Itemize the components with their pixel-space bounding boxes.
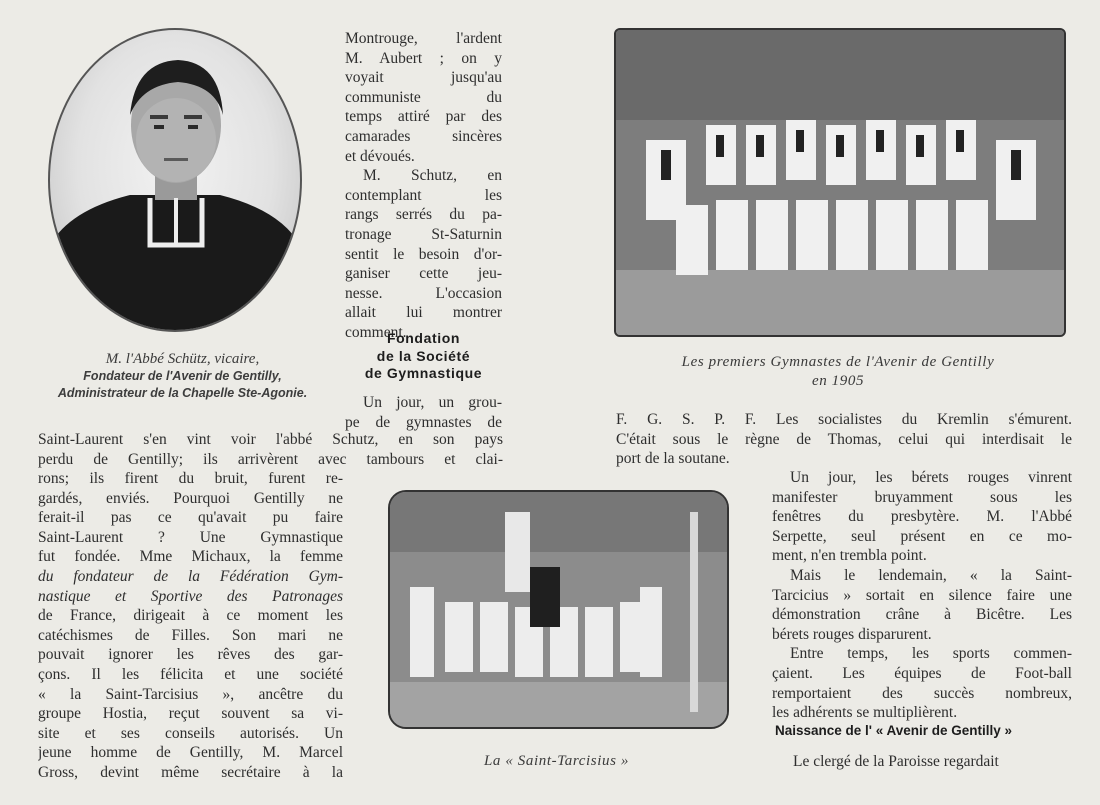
section-heading-naissance: Naissance de l' « Avenir de Gentilly »: [775, 723, 1013, 738]
text-line: « la Saint-Tarcisius », ancêtre du: [38, 685, 343, 703]
caption-line: M. l'Abbé Schütz, vicaire,: [105, 351, 260, 367]
caption-line: Fondateur de l'Avenir de Gentilly,: [83, 369, 282, 383]
text-line: tronage St-Saturnin: [345, 225, 502, 243]
text-line: remportaient des succès nombreux,: [772, 684, 1072, 702]
text-line: fut fondée. Mme Michaux, la femme: [38, 548, 343, 566]
text-line: pouvait ignorer les rêves des gar-: [38, 646, 343, 664]
text-line: catéchismes de Filles. Son mari ne: [38, 626, 343, 644]
text-line: M. Aubert ; on y: [345, 49, 502, 67]
column-middle-after-heading: [345, 393, 502, 432]
text-line: contemplant les: [345, 186, 502, 204]
text-line: communiste du: [345, 88, 502, 106]
text-line: Entre temps, les sports commen-: [790, 645, 1072, 663]
column-top-middle: [345, 29, 502, 343]
text-line: allait lui montrer: [345, 304, 502, 322]
text-line: çaient. Les équipes de Foot-ball: [772, 664, 1072, 682]
text-line: Un jour, les bérets rouges vinrent: [790, 469, 1072, 486]
text-line: M. Schutz, en: [363, 167, 502, 185]
text-line: ganiser cette jeu-: [345, 265, 502, 283]
text-line: ment, n'en trembla point.: [772, 547, 927, 565]
text-line: pe de gymnastes de: [345, 413, 502, 431]
text-line: Saint-Laurent s'en vint voir l'abbé Schutz, en son pays: [38, 431, 503, 448]
text-line: camarades sincères: [345, 127, 502, 145]
text-line: temps attiré par des: [345, 108, 502, 126]
section-heading-fondation: [345, 330, 502, 383]
portrait-photo-abbe-schutz: [48, 28, 302, 332]
text-line: nesse. L'occasion: [345, 284, 502, 302]
column-right-main: [772, 468, 1072, 723]
heading-line: de la Société: [376, 347, 471, 364]
caption-line: Administrateur de la Chapelle Ste-Agonie.: [57, 386, 308, 400]
column-right-mid: [616, 410, 1072, 469]
text-line: voyait jusqu'au: [345, 69, 502, 87]
text-line: manifester bruyamment sous les: [772, 488, 1072, 506]
text-line: gardés, enviés. Pourquoi Gentilly ne: [38, 489, 343, 507]
caption-line: Les premiers Gymnastes de l'Avenir de Gentilly: [681, 354, 995, 370]
text-line: Serpette, seul présent en ce mo-: [772, 527, 1072, 545]
text-line: nastique et Sportive des Patronages: [38, 587, 343, 605]
text-line: jeune homme de Gentilly, M. Marcel: [38, 744, 343, 762]
column-left-wide: [38, 430, 503, 469]
text-line: bérets rouges disparurent.: [772, 625, 932, 643]
text-line: site et ses conseils autorisés. Un: [38, 724, 343, 742]
text-line: Un jour, un grou-: [363, 394, 502, 411]
text-line: les adhérents se multiplièrent.: [772, 704, 958, 722]
text-line: perdu de Gentilly; ils arrivèrent avec tambours et clai-: [38, 450, 503, 468]
text-line: Saint-Laurent ? Une Gymnastique: [38, 528, 343, 546]
text-line: sentit le besoin d'or-: [345, 245, 502, 263]
text-line: du fondateur de la Fédération Gym-: [38, 567, 343, 585]
text-line: Gross, devint même secrétaire à la: [38, 763, 343, 781]
heading-line: Fondation: [386, 330, 461, 346]
photo-premiers-gymnastes: [614, 28, 1066, 337]
text-line: C'était sous le règne de Thomas, celui qui interdisait le: [616, 430, 1072, 448]
text-line: rons; ils firent du bruit, furent re-: [38, 470, 343, 487]
caption-line: en 1905: [811, 373, 865, 389]
text-line: groupe Hostia, reçut souvent sa vi-: [38, 705, 343, 723]
text-line: Montrouge, l'ardent: [345, 30, 502, 47]
text-line: de France, dirigeait à ce moment les: [38, 607, 343, 625]
text-line: çons. Il les félicita et une société: [38, 665, 343, 683]
text-line: Mais le lendemain, « la Saint-: [790, 566, 1072, 584]
heading-line: de Gymnastique: [364, 365, 483, 381]
portrait-caption: [30, 351, 335, 402]
photo1-caption: [614, 353, 1062, 391]
text-line: comment.: [345, 323, 407, 341]
photo2-caption: La « Saint-Tarcisius »: [483, 753, 630, 769]
text-line: port de la soutane.: [616, 450, 730, 468]
text-line: Tarcicius » sortait en silence faire une: [772, 586, 1072, 604]
text-line: démonstration crâne à Bicêtre. Les: [772, 606, 1072, 624]
portrait-figure: [50, 30, 300, 330]
text-line: Le clergé de la Paroisse regardait: [793, 753, 999, 770]
text-line: rangs serrés du pa-: [345, 206, 502, 224]
text-line: F. G. S. P. F. Les socialistes du Kremlin s'émurent.: [616, 411, 1072, 428]
photo-saint-tarcisius: [388, 490, 729, 729]
column-left-main: [38, 469, 343, 783]
text-line: fenêtres du presbytère. M. l'Abbé: [772, 508, 1072, 526]
group-photo-gymnasts: [616, 30, 1064, 335]
text-line: ferait-il pas ce qu'avait pu faire: [38, 509, 343, 527]
text-line: et dévoués.: [345, 147, 415, 165]
group-photo-tarcisius: [390, 492, 727, 727]
